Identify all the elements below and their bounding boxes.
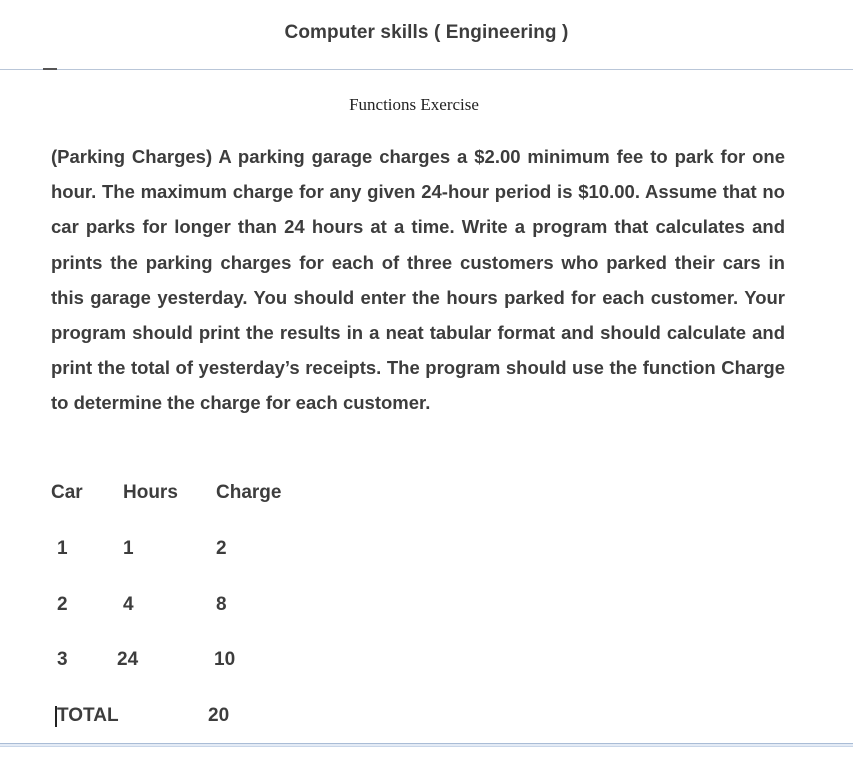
header-divider: [0, 69, 853, 70]
table-total-value: 20: [208, 705, 230, 726]
table-row-3-charge: 10: [214, 649, 236, 670]
table-row-1-car: 1: [57, 538, 68, 559]
table-header-hours: Hours: [123, 482, 178, 503]
table-header-charge: Charge: [216, 482, 282, 503]
ruler-indent-marker: [43, 68, 57, 70]
footer-divider: [0, 743, 853, 747]
table-total-label: TOTAL: [57, 705, 119, 726]
table-header-car: Car: [51, 482, 83, 503]
table-row-3-hours: 24: [117, 649, 139, 670]
exercise-paragraph: (Parking Charges) A parking garage charges a $2.00 minimum fee to park for one hour. The maximum charge for any given 24-hour period is $10.00. Assume that no car parks for longer than 24 hours at a time. Write a program that calculates and prints the parking charges for each of three customers who parked their cars in this garage yesterday. You should enter the hours parked for each customer. Your program should print the results in a neat tabular format and should calculate and print the total of yesterday’s receipts. The program should use the function Charge to determine the charge for each customer.: [51, 146, 785, 414]
table-row-3-car: 3: [57, 649, 68, 670]
table-row-1-hours: 1: [123, 538, 134, 559]
table-row-2-car: 2: [57, 594, 68, 615]
text-caret: [55, 706, 57, 727]
document-subtitle: Functions Exercise: [349, 95, 479, 114]
table-row-2-charge: 8: [216, 594, 227, 615]
table-row-1-charge: 2: [216, 538, 227, 559]
page-header-title: Computer skills ( Engineering ): [284, 22, 569, 43]
table-row-2-hours: 4: [123, 594, 134, 615]
